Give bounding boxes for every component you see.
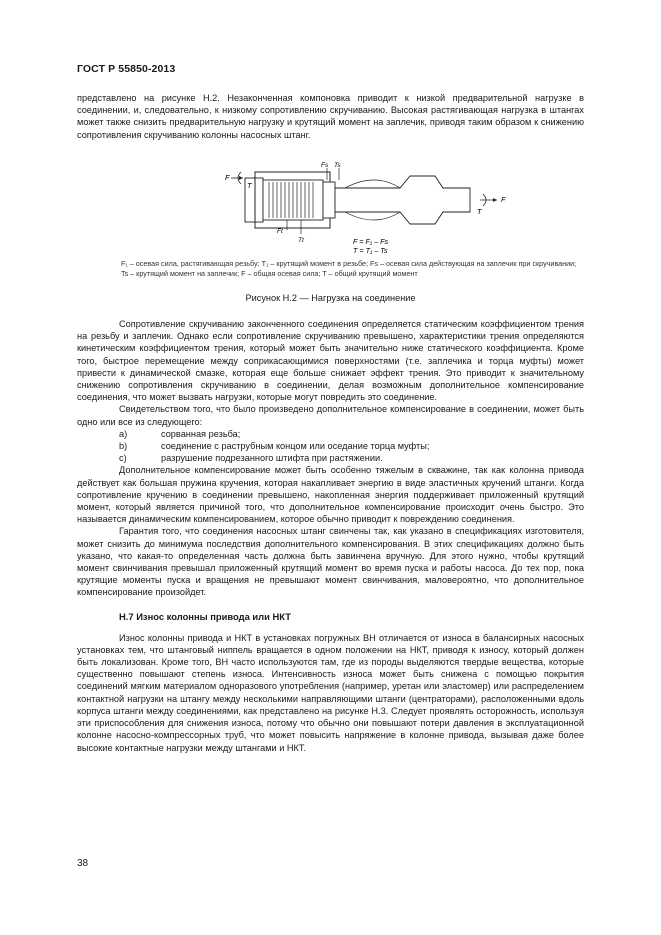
paragraph-wear: Износ колонны привода и НКТ в установках погружных ВН отличается от износа в балансирных насосных установках тем, что штанговый ниппель вращается в одном положении на НКТ, приводя к износу, который должен быть локализован. Кроме того, ВН часто используются там, где из породы выделяются твердые вещества, которые существенно повышают степень износа. Интенсивность износа может быть снижена с помощью покрытия соединений мягким материалом одноразового употребления (например, уретан или эластомер) или распределением контактной нагрузки на штангу между несколькими направляющими штанги (центраторами), расположенными вдоль корпуса штанги между соединениями, как представлено на рисунке Н.3. Следует проявлять осторожность, используя эти приспособления для снижения износа, потому что обычно они повышают потери давления в эксплуатационной колонне насосно-компрессорных труб, что может повысить напряжение в колонне привода, вызывая даже более высокие контактные нагрузки между штангами и НКТ. xyxy=(77,632,584,753)
arrowhead-right xyxy=(493,198,497,202)
label-ft: Ft xyxy=(277,228,283,235)
figure-legend: F₁ – осевая сила, растягивающая резьбу; T₁ – крутящий момент в резьбе; Fs – осевая сила действующая на заплечик при скручивании; Ts – крутящий момент на заплечик; F – общая осевая сила; T – общий крутящий момент xyxy=(121,259,577,278)
list-text: сорванная резьба; xyxy=(161,428,241,439)
figure-h2 xyxy=(225,158,515,258)
list-marker: a) xyxy=(119,428,128,439)
label-t-right: T xyxy=(477,207,482,216)
paragraph-friction: Сопротивление скручиванию законченного соединения определяется статическим коэффициентом трения на резьбу и заплечик. Однако если сопротивление скручиванию превышено, характеристики трения определяются кинетическим коэффициентом трения, который может быть значительно ниже статического коэффициента. Кроме того, быстрое перемещение между соприкасающимися поверхностями (т.е. заплечика и торца муфты) может привести к динамической смазке, которая еще больше снижает эффект трения. Это приводит к значительному снижению сопротивления скручиванию в соединении, делая возможным дополнительное компенсирование соединения, что может вызвать нагрузки, которые могут повредить это соединение. xyxy=(77,319,584,403)
label-ts: Ts xyxy=(334,162,341,169)
document-header: ГОСТ Р 55850-2013 xyxy=(77,63,176,75)
connection-load-diagram xyxy=(225,158,515,258)
wrench-flat-top xyxy=(345,180,400,188)
paragraph-evidence: Свидетельством того, что было произведено дополнительное компенсирование в соединении, может быть одно или все из следующего: xyxy=(77,404,584,427)
list-item xyxy=(77,428,584,440)
wrench-flat-bottom xyxy=(345,212,400,220)
figure-caption: Рисунок Н.2 — Нагрузка на соединение xyxy=(245,293,416,303)
list-marker: c) xyxy=(119,453,127,464)
shoulder xyxy=(323,182,335,218)
arrowhead-left xyxy=(239,176,243,180)
list-marker: b) xyxy=(119,441,128,452)
section-title-h7: Н.7 Износ колонны привода или НКТ xyxy=(119,610,291,622)
list-item xyxy=(77,440,584,452)
body-text xyxy=(77,318,584,754)
label-fs: Fs xyxy=(321,162,329,169)
label-f-right: F xyxy=(501,195,506,204)
intro-paragraph: представлено на рисунке Н.2. Незаконченная компоновка приводит к низкой предварительной нагрузке в соединении, и, следовательно, к низкому сопротивлению скручиванию. Высокая растягивающая нагрузка в штангах может также снизить предварительную нагрузку и крутящий момент на заплечик, приводя таким образом к снижению сопротивления скручиванию колонны насосных штанг. xyxy=(77,93,584,140)
paragraph-dynamic-makeup: Дополнительное компенсирование может быть особенно тяжелым в скважине, так как колонна привода действует как большая пружина кручения, которая накапливает энергию в виде эластичных кручений штанги. Когда сопротивление кручению в соединении превышено, накопленная энергия поддерживает приложенный крутящий момент, который является причиной того, что дополнительное компенсирование происходит очень быстро. Это называется динамическим компенсированием, которое обычно приводит к повреждению соединения. xyxy=(77,465,584,525)
page-number: 38 xyxy=(77,858,89,869)
equation-force: F = F₁ – Fs xyxy=(353,237,389,246)
paragraph-guarantee: Гарантия того, что соединения насосных штанг свинчены так, как указано в спецификациях изготовителя, может снизить до минимума последствия дополнительного компенсирования. В этих спецификациях должно быть указано, что какая-то определенная часть должна быть завинчена вручную. Для этого нужно, чтобы крутящий момент свинчивания превышал приложенный крутящий момент во время пуска и работы насоса. До тех пор, пока крутящие моменты пуска и вращения не превышают момент свинчивания, маловероятно, что дополнительное компенсирование произойдет. xyxy=(77,526,584,598)
list-item xyxy=(77,452,584,464)
label-t-left: T xyxy=(247,181,252,190)
top-paragraph-block xyxy=(77,92,584,141)
evidence-list xyxy=(77,428,584,465)
label-f-left: F xyxy=(225,173,230,182)
label-tt: Tt xyxy=(298,237,304,244)
list-text: соединение с раструбным концом или оседание торца муфты; xyxy=(161,441,430,452)
equation-torque: T = T₁ – Ts xyxy=(353,246,388,255)
list-text: разрушение подрезанного штифта при растяжении. xyxy=(161,453,383,464)
